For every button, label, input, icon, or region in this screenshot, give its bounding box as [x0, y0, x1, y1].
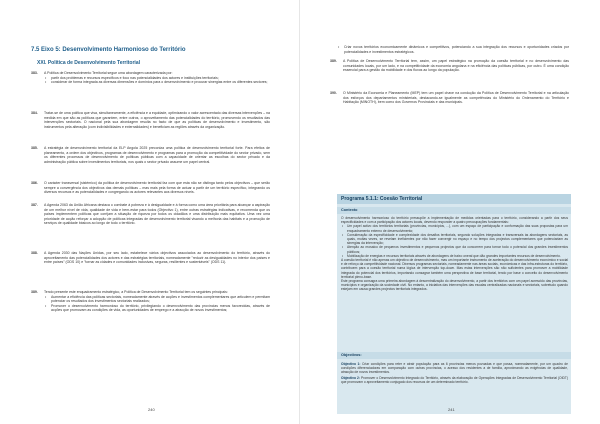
paragraph-number: 388. — [31, 251, 38, 255]
bullet-item: • partir dos problemas e recursos específicos e foco nas potencialidades dos actores e instituições territoriais; — [44, 76, 270, 81]
paragraph-number: 386. — [31, 181, 38, 185]
paragraph-387: A Agenda 2063 da União Africana destaca o combate à pobreza e à desigualdade e à forma como uma área prioritária para alcançar a aspiração de um melhor nível de vida, qualidade de vida e bem-estar para todos (Objectivo 1), entre outras estratégias indicativas, e recomenda que os países implementem políticas que corrijam a situação de riqueza por todos os cidadãos e uma distribuição mais equitativa. Uma vez uma prioridade de acção reforçar a adopção de políticas integradas de desenvolvimento territorial visando a melhoria das habitats e a promoção de serviços de qualidade básicos ao longo de todo o território. — [44, 203, 270, 226]
paragraph-number: 385. — [31, 146, 38, 150]
objectives-label: Objectivos: — [337, 352, 571, 359]
objective-text: Promover o Desenvolvimento Integrado do Território, através da elaboração de Operações Integradas de Desenvolvimento Territorial (OIDT) que promovam o aproveitamento conjugado dos recursos de um determinado território. — [341, 375, 568, 384]
paragraph-number: 384. — [31, 111, 38, 115]
paragraph-384: Tratar-se de uma política que visa, simultaneamente, a eficiência e a equidade, optimizando o valor acrescentado das diversas intervenções – na medida em que são as políticas que garantem, entre outros, o aproveitamento das potencialidades do território, promovendo os resultados das intervenções sectoriais. O nacional pela sua abordagem resulta no facto de que as políticas de desenvolvimento e investimento, são instrumentos pela alteração (com indivisibilidades e externalidades) e beneficiam as regiões através da organização. — [44, 111, 270, 129]
bullet-item: • Aumentar a eficiência das políticas sectoriais, nomeadamente através de acções e investimentos complementares que articulem e permitam potenciar os resultados dos investimentos sectoriais realizados; — [44, 295, 270, 304]
bullet-item: • Mobilização de energias e recursos territoriais através de abordagens de baixo oneral que dão grandes importantes recursos de desenvolvimento. — [341, 254, 568, 258]
bullet-item: • Consideração da especificidade e complexidade dos desafios territoriais, segundo soluções integradas e transversais às abordagens sectoriais, as quais, muitas vezes, se revelam ineficientes por não fazer convergir no espaço e no tempo dos projectos complementares que potenciariam as sinergias da intervenção; — [341, 233, 568, 246]
paragraph-386: O carácter transversal (sistémico) da política de desenvolvimento territorial faz com que esta não se distinga tanto pelos objectivos – que serão sempre a convergência dos objectivos das demais políticas – mas mais pela forma de actuar a partir de um território específico, integrando os diversos recursos e as potencialidades e congregando os actores relevantes aos diversos níveis. — [44, 181, 270, 195]
paragraph-number: 383. — [31, 71, 38, 75]
paragraph-388: A Agenda 2030 das Nações Unidas, por seu lado, estabelece vários objectivos associados ao desenvolvimento do território, através do aproveitamento das potencialidades dos actores e das estratégias territoriais, nomeadamente "reduzir as desigualdades no interior dos países e entre países" (ODS 10) e "tornar as cidades e comunidades inclusivas, seguras, resilientes e sustentáveis" (ODS 11). — [44, 251, 270, 265]
paragraph-text: A Política de Desenvolvimento Territorial segue uma abordagem caracterizada por: — [44, 71, 173, 75]
programme-title: Programa 5.1.1: Coesão Territorial — [337, 194, 571, 204]
page-number-right: 241 — [448, 407, 455, 412]
objectives-body — [341, 362, 568, 384]
paragraph-389 — [44, 290, 270, 313]
context-body — [341, 216, 568, 292]
section-title: 7.5 Eixo 5: Desenvolvimento Harmonioso do Território — [31, 47, 186, 53]
paragraph-385: A estratégia de desenvolvimento territorial da ELP Angola 2025 preconiza uma política de desenvolvimento territorial forte. Para efeitos de planeamento, a ordem dos objectivos, programas de desenvolvimento e programas para a promoção da competitividade do sector privado, sem os diferentes processos de desenvolvimento de políticas públicas com a capacidade de orientar as escolhas do sector privado e da administração pública sobre investimentos territoriais, nos quais o sector privado assume um papel central. — [44, 146, 270, 164]
bullet-item: • Criar novos territórios economicamente dinâmicos e competitivos, potenciando a sua integração dos recursos e oportunidades criados por potencialidades e investimentos estratégicos. — [337, 45, 569, 54]
paragraph-text: Tendo presente este enquadramento estratégico, a Política de Desenvolvimento Territorial tem os seguintes principais: — [44, 290, 228, 294]
paragraph-383 — [44, 71, 270, 85]
context-intro: O desenvolvimento harmonioso do território pressupõe a implementação de medidas orientadas para o território, considerando a partir dos seus especificidades e com a participação dos actores locais, devendo responder a quatro preocupações fundamentais: — [341, 216, 568, 225]
subsection-title: XXI. Política de Desenvolvimento Territorial — [37, 60, 140, 66]
objective-2 — [341, 376, 568, 384]
objective-label: Objectivo 2: — [341, 375, 360, 380]
paragraph-number: 389. — [31, 290, 38, 294]
objective-text: Criar condições para reter e atrair população para as 6 províncias menos povoadas e que possa, nomeadamente, por um quadro de condições diferenciadoras em comparação com outras províncias, o acesso dos residentes a de família, aproximando as exigências de qualidade, atracção de novos investimentos. — [341, 362, 568, 375]
paragraph-number: 390. — [330, 91, 337, 95]
bullet-item: • Promover o desenvolvimento harmonioso do território, privilegiando o desenvolvimento das províncias menos favorecidas, através de acções que promovam as condições de vida, as oportunidades de emprego e a atracção de novos investimentos; — [44, 304, 270, 313]
paragraph-389b: A Política de Desenvolvimento Territorial tem, assim, um papel estratégico na promoção da coesão territorial e no desenvolvimento das comunidades locais, por um lado, e na competitividade da economia angolana e na eficiência das políticas públicas, por outro. É uma condição essencial para a gestão da mobilidade e dos fluxos ao longo da população. — [343, 59, 569, 73]
bullet-continuation — [337, 45, 569, 54]
bullet-item: • Atenção ao mosaico de pequenos investimentos e pequenos projectos que da concorrem para tornar todo o potencial dos grandes investimentos públicos; — [341, 245, 568, 253]
context-paragraph: Este programa consagra uma primeira abordagem à descentralização do desenvolvimento, a partir dos territórios com um papel acrescido das províncias, municípios e organização da sociedade civil. No entanto, a iniciativa das intervenções das escalas centralizadas nacionais e sectoriais, sobretudo quando estejam em causa grandes projectos territoriais integrados. — [341, 279, 568, 292]
bullet-item: • considerar de forma integrada as diversas dimensões e domínios para o desenvolvimento e procurar sinergias entre os diferentes sectores; — [44, 80, 270, 85]
page-gutter — [299, 0, 300, 424]
paragraph-390: O Ministério da Economia e Planeamento (MEP) tem um papel chave na condução da Política de Desenvolvimento Territorial e na articulação dos esforços dos departamentos ministeriais, destacando-se igualmente as competências do Ministério do Ordenamento do Território e Habitação (MINOTH), bem como dos Governos Provinciais e das municipais. — [343, 91, 569, 105]
bullet-item: • Um papel activo dos territórios territoriais (províncias, municípios, ...), com um espaço de participação e conformação das suas propostas para um enquadramento externo de desenvolvimento; — [341, 224, 568, 232]
objective-label: Objectivo 1: — [341, 362, 361, 366]
paragraph-number: 387. — [31, 203, 38, 207]
objective-1 — [341, 362, 568, 375]
context-label: Contexto — [337, 207, 571, 214]
page-number-left: 240 — [148, 407, 155, 412]
paragraph-number: 389. — [330, 59, 337, 63]
context-paragraph: A coesão territorial é não apenas um objectivo de desenvolvimento, mas um importante instrumento de aceleração do desenvolvimento económico e social e de reforço da competitividade nacional. Diversos programas sectoriais, nomeadamente nas áreas sociais, económicas e das infra-estruturas do território, contribuem para a coesão territorial numa lógica de intervenção top-down. Mas estas intervenções são não suficientes para promover a mobilidade integrada do potencial dos territórios, importando consagrar também uma perspectiva de base territorial, tendo por base o conceito do desenvolvimento territorial pleno-base. — [341, 258, 568, 279]
